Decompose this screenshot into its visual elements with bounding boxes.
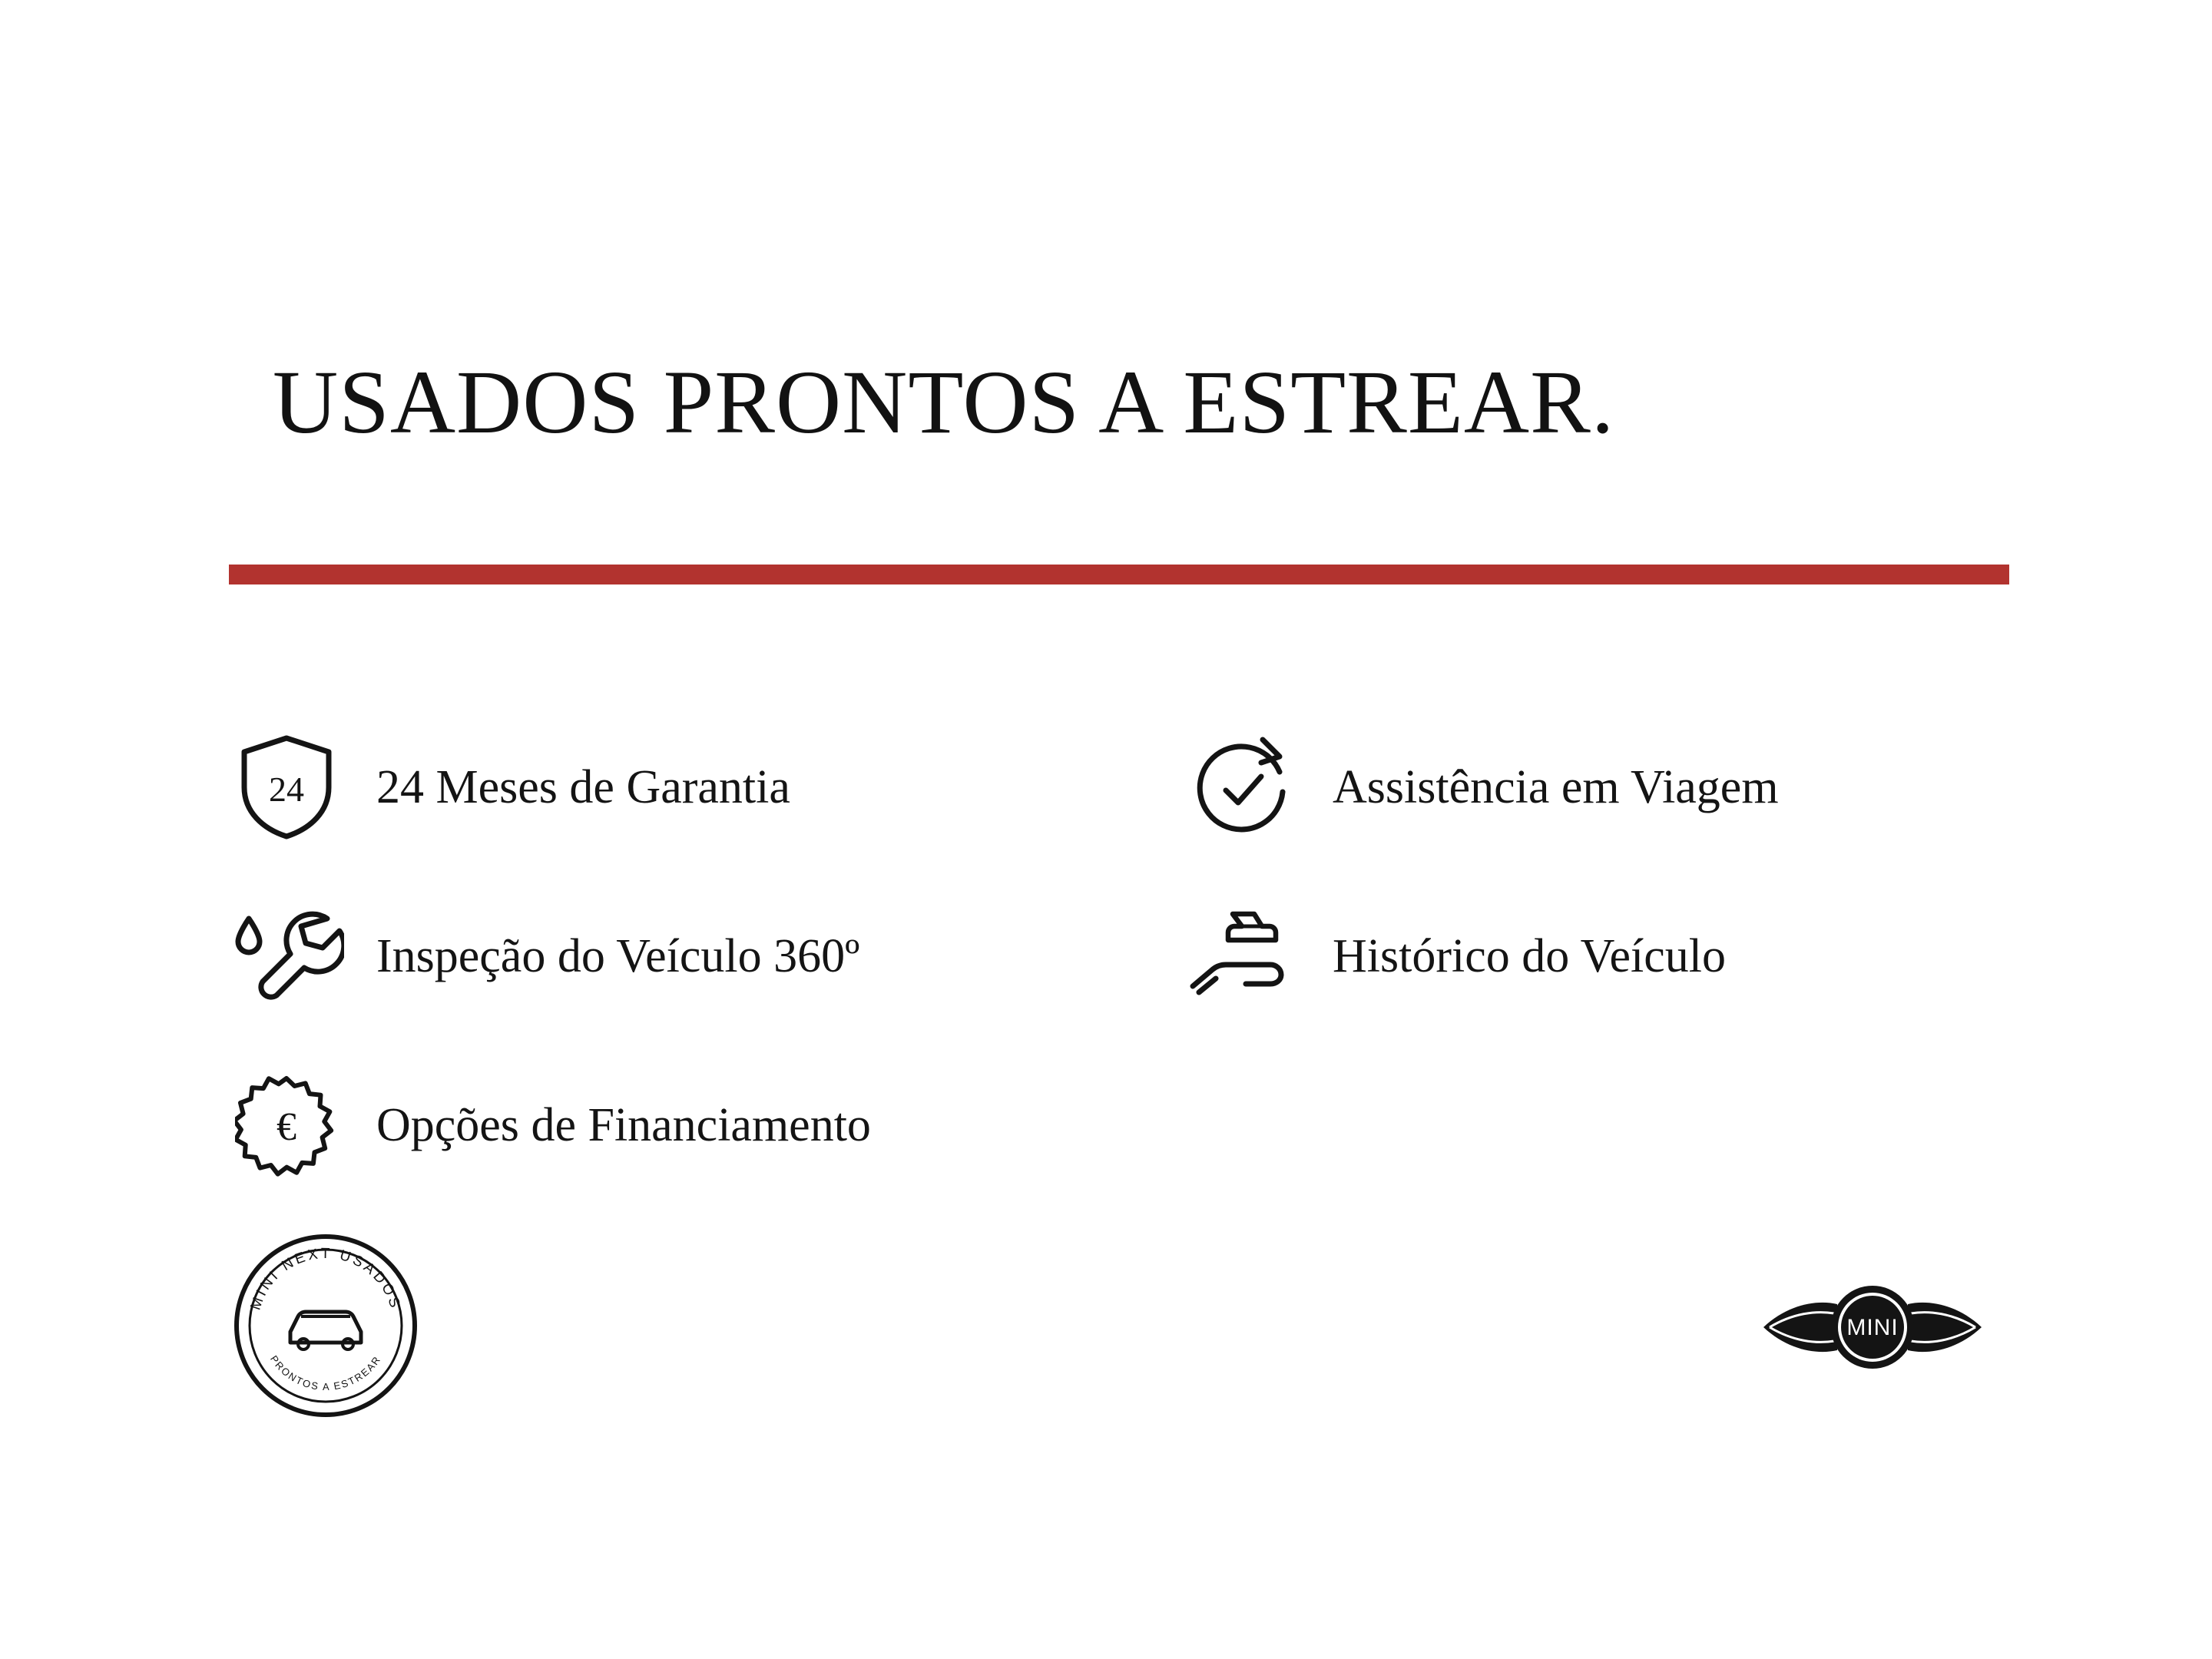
feature-financing <box>229 1041 1181 1210</box>
svg-text:MINI NEXT USADOS: MINI NEXT USADOS <box>247 1245 404 1313</box>
feature-inspection-label: Inspeção do Veículo 360º <box>376 929 860 982</box>
hand-car-history-icon <box>1185 899 1300 1014</box>
svg-text:24: 24 <box>269 770 304 809</box>
mini-next-usados-stamp <box>230 1230 421 1421</box>
feature-financing-label: Opções de Financiamento <box>376 1098 871 1151</box>
feature-warranty <box>229 703 1181 872</box>
feature-vehicle-history-label: Histórico do Veículo <box>1333 929 1727 982</box>
page-title: USADOS PRONTOS A ESTREAR. <box>273 352 1615 452</box>
feature-warranty-label: 24 Meses de Garantia <box>376 760 790 813</box>
feature-roadside-assistance-label: Assistência em Viagem <box>1333 760 1779 813</box>
features-left-column <box>229 703 1181 1210</box>
divider-rule <box>229 565 2009 584</box>
shield-24-icon <box>229 730 344 845</box>
svg-text:PRONTOS A ESTREAR: PRONTOS A ESTREAR <box>268 1353 383 1393</box>
mini-logo <box>1757 1273 1988 1381</box>
euro-seal-icon <box>229 1068 344 1183</box>
clock-assistance-icon <box>1185 730 1300 845</box>
wrench-inspection-icon <box>229 899 344 1014</box>
feature-inspection <box>229 872 1181 1041</box>
svg-text:MINI: MINI <box>1846 1315 1899 1340</box>
svg-text:€: € <box>276 1105 296 1149</box>
feature-roadside-assistance <box>1185 703 2018 872</box>
feature-vehicle-history <box>1185 872 2018 1041</box>
features-right-column <box>1185 703 2018 1041</box>
